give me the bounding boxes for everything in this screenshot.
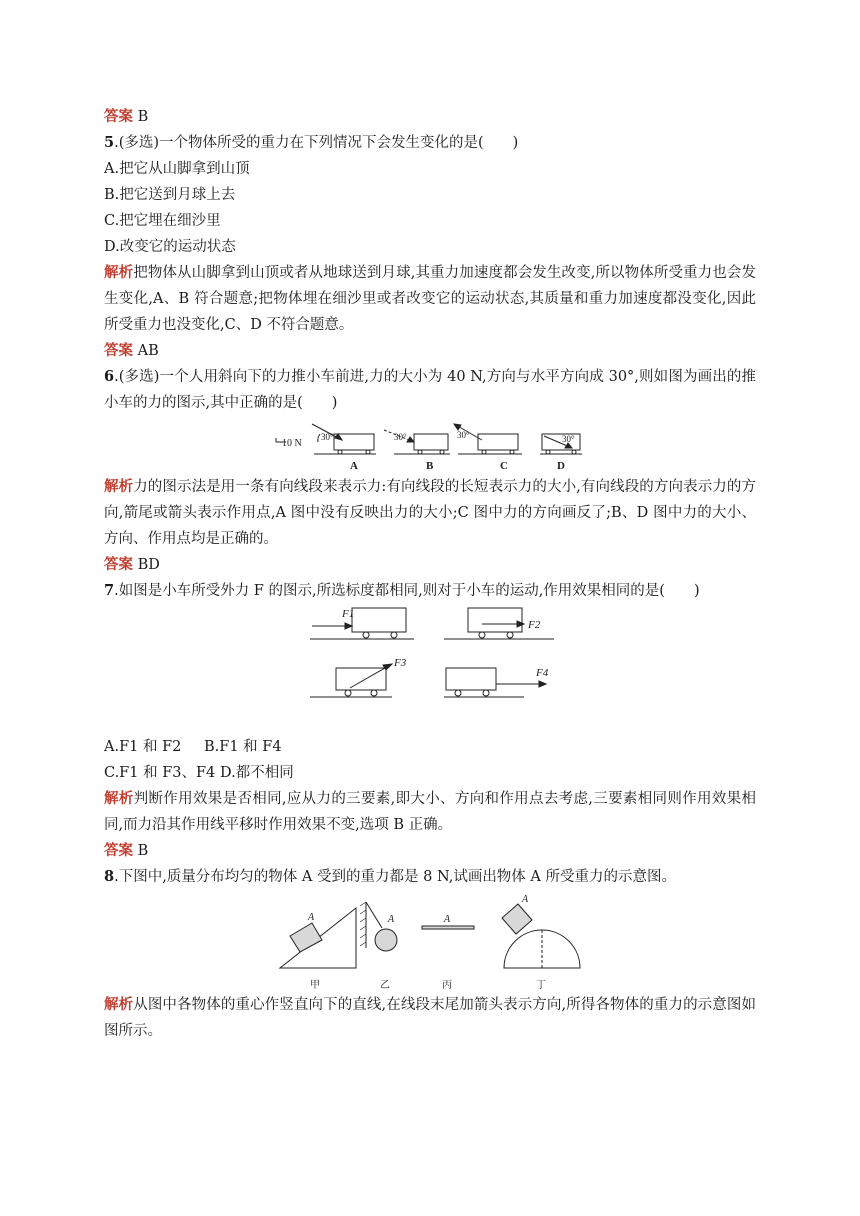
q8-analysis: [104, 992, 756, 1044]
gravity-diagram: [104, 890, 756, 992]
push-cart-diagram: [104, 416, 756, 474]
question-text: .如图是小车所受外力 F 的图示,所选标度都相同,则对于小车的运动,作用效果相同的是( ): [114, 583, 700, 599]
analysis-text: 从图中各物体的重心作竖直向下的直线,在线段末尾加箭头表示方向,所得各物体的重力的示意图如图所示。: [104, 997, 757, 1039]
q7-analysis: [104, 786, 756, 838]
q5-answer: [104, 338, 756, 364]
answer-label: 答案: [104, 843, 133, 859]
q7-stem: [104, 578, 756, 604]
question-number: 8: [104, 868, 115, 885]
q5-stem: [104, 130, 756, 156]
q6-answer: [104, 552, 756, 578]
answer-value: BD: [137, 557, 160, 573]
q6-stem: [104, 364, 756, 416]
q8-figure: [104, 890, 756, 992]
panel-label-a: A: [350, 460, 358, 472]
document-page: [104, 104, 756, 1044]
object-label-jia: A: [308, 912, 315, 923]
force-label-f3: F3: [394, 657, 407, 669]
q7-options-row-1: [104, 734, 756, 760]
force-label-f4: F4: [536, 667, 549, 679]
force-label-f1: F1: [342, 608, 355, 620]
q5-option-d: D.改变它的运动状态: [104, 239, 236, 255]
q7-figure: [104, 604, 756, 734]
question-number: 5: [104, 134, 115, 151]
q5-analysis: [104, 260, 756, 338]
panel-label-jia: 甲: [310, 980, 320, 991]
question-number: 7: [104, 582, 115, 599]
scale-label: 10 N: [282, 438, 302, 449]
object-label-bing: A: [444, 914, 451, 925]
q4-answer: [104, 104, 756, 130]
angle-label-a: 30°: [321, 432, 334, 442]
q8-stem: [104, 864, 756, 890]
analysis-text: 力的图示法是用一条有向线段来表示力:有向线段的长短表示力的大小,有向线段的方向表示力的方向,箭尾或箭头表示作用点,A 图中没有反映出力的大小;C 图中力的方向画反了;B、D 图中力的大小、方向、作用点均是正确的。: [104, 479, 756, 547]
analysis-label: 解析: [104, 479, 134, 495]
force-label-f2: F2: [528, 619, 541, 631]
object-label-yi: A: [388, 914, 395, 925]
q7-options-row-2: [104, 760, 756, 786]
q5-option-b: B.把它送到月球上去: [104, 187, 236, 203]
object-label-ding: A: [522, 894, 529, 905]
answer-label: 答案: [104, 343, 133, 359]
analysis-text: 把物体从山脚拿到山顶或者从地球送到月球,其重力加速度都会发生改变,所以物体所受重力也会发生变化,A、B 符合题意;把物体埋在细沙里或者改变它的运动状态,其质量和重力加速度都没变化,因此所受重力也没变化,C、D 不符合题意。: [104, 265, 757, 333]
analysis-label: 解析: [104, 265, 134, 281]
q7-option-d: D.都不相同: [220, 765, 294, 781]
panel-label-yi: 乙: [380, 980, 390, 991]
panel-label-c: C: [500, 460, 508, 472]
analysis-label: 解析: [104, 791, 134, 807]
answer-value: B: [137, 109, 149, 125]
panel-label-ding: 丁: [536, 980, 546, 991]
q7-option-b: B.F1 和 F4: [204, 739, 282, 755]
cart-forces-diagram: [104, 604, 756, 734]
q7-answer: [104, 838, 756, 864]
q7-option-a: A.F1 和 F2: [104, 739, 182, 755]
angle-label-d: 30°: [562, 434, 575, 444]
answer-value: AB: [137, 343, 159, 359]
angle-label-c: 30°: [457, 430, 470, 440]
angle-label-b: 30°: [394, 432, 407, 442]
answer-label: 答案: [104, 109, 133, 125]
analysis-label: 解析: [104, 997, 134, 1013]
panel-label-bing: 丙: [442, 980, 452, 991]
panel-label-d: D: [557, 460, 565, 472]
question-text: .(多选)一个物体所受的重力在下列情况下会发生变化的是( ): [114, 135, 519, 151]
question-number: 6: [104, 368, 115, 385]
analysis-text: 判断作用效果是否相同,应从力的三要素,即大小、方向和作用点去考虑,三要素相同则作用效果相同,而力沿其作用线平移时作用效果不变,选项 B 正确。: [104, 791, 756, 833]
q6-analysis: [104, 474, 756, 552]
q5-option-c: C.把它埋在细沙里: [104, 213, 221, 229]
q6-figure: [104, 416, 756, 474]
answer-label: 答案: [104, 557, 133, 573]
panel-label-b: B: [426, 460, 434, 472]
question-text: .下图中,质量分布均匀的物体 A 受到的重力都是 8 N,试画出物体 A 所受重力的示意图。: [114, 869, 677, 885]
q5-option-a: A.把它从山脚拿到山顶: [104, 161, 250, 177]
question-text: .(多选)一个人用斜向下的力推小车前进,力的大小为 40 N,方向与水平方向成 30°,则如图为画出的推小车的力的图示,其中正确的是( ): [104, 369, 756, 411]
q7-option-c: C.F1 和 F3、F4: [104, 765, 216, 781]
answer-value: B: [137, 843, 149, 859]
